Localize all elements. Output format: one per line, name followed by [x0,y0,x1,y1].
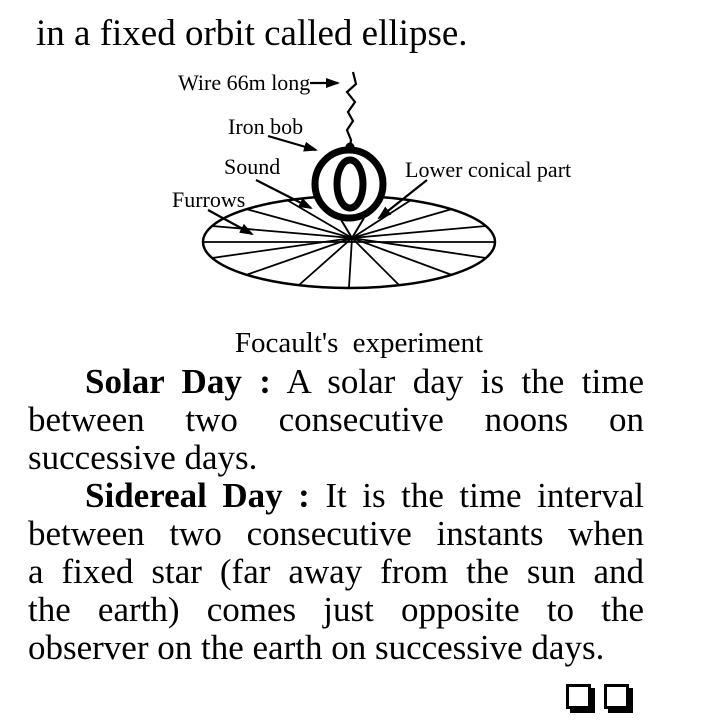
end-of-section-square-icon [604,684,629,709]
paragraph-1-line-1: Solar Day : A solar day is the time [85,362,644,401]
label-sound: Sound [224,154,281,179]
label-furrows: Furrows [172,187,246,212]
paragraph-2-line-3: a fixed star (far away from the sun and [28,552,644,591]
figure-caption: Focault's experiment [234,327,484,359]
paragraph-2-line-5: observer on the earth on successive days. [28,628,605,667]
wire-knot-icon [346,143,355,152]
pendulum-wire-icon [347,72,356,148]
heading-text: in a fixed orbit called ellipse. [36,13,468,54]
end-of-section-square-icon [566,684,591,709]
paragraph-2-line-2: between two consecutive instants when [28,514,644,553]
foucault-experiment-diagram [0,60,718,322]
paragraph-2-line-1: Sidereal Day : It is the time interval [85,476,644,515]
body-text [28,363,644,667]
label-iron-bob: Iron bob [228,114,304,139]
paragraph-2-line-4: the earth) comes just opposite to the [28,590,644,629]
paragraph-1-line-3: successive days. [28,438,258,477]
paragraph-1-line-2: between two consecutive noons on [28,400,644,439]
furrows-arrow-icon [208,210,252,234]
paragraph-1-lead: Solar Day : [85,362,271,401]
label-lower-conical-part: Lower conical part [405,157,572,182]
end-marks [566,684,629,709]
paragraph-2-lead: Sidereal Day : [85,476,310,515]
bob-inner-oval [337,160,363,208]
label-wire: Wire 66m long [178,70,311,95]
